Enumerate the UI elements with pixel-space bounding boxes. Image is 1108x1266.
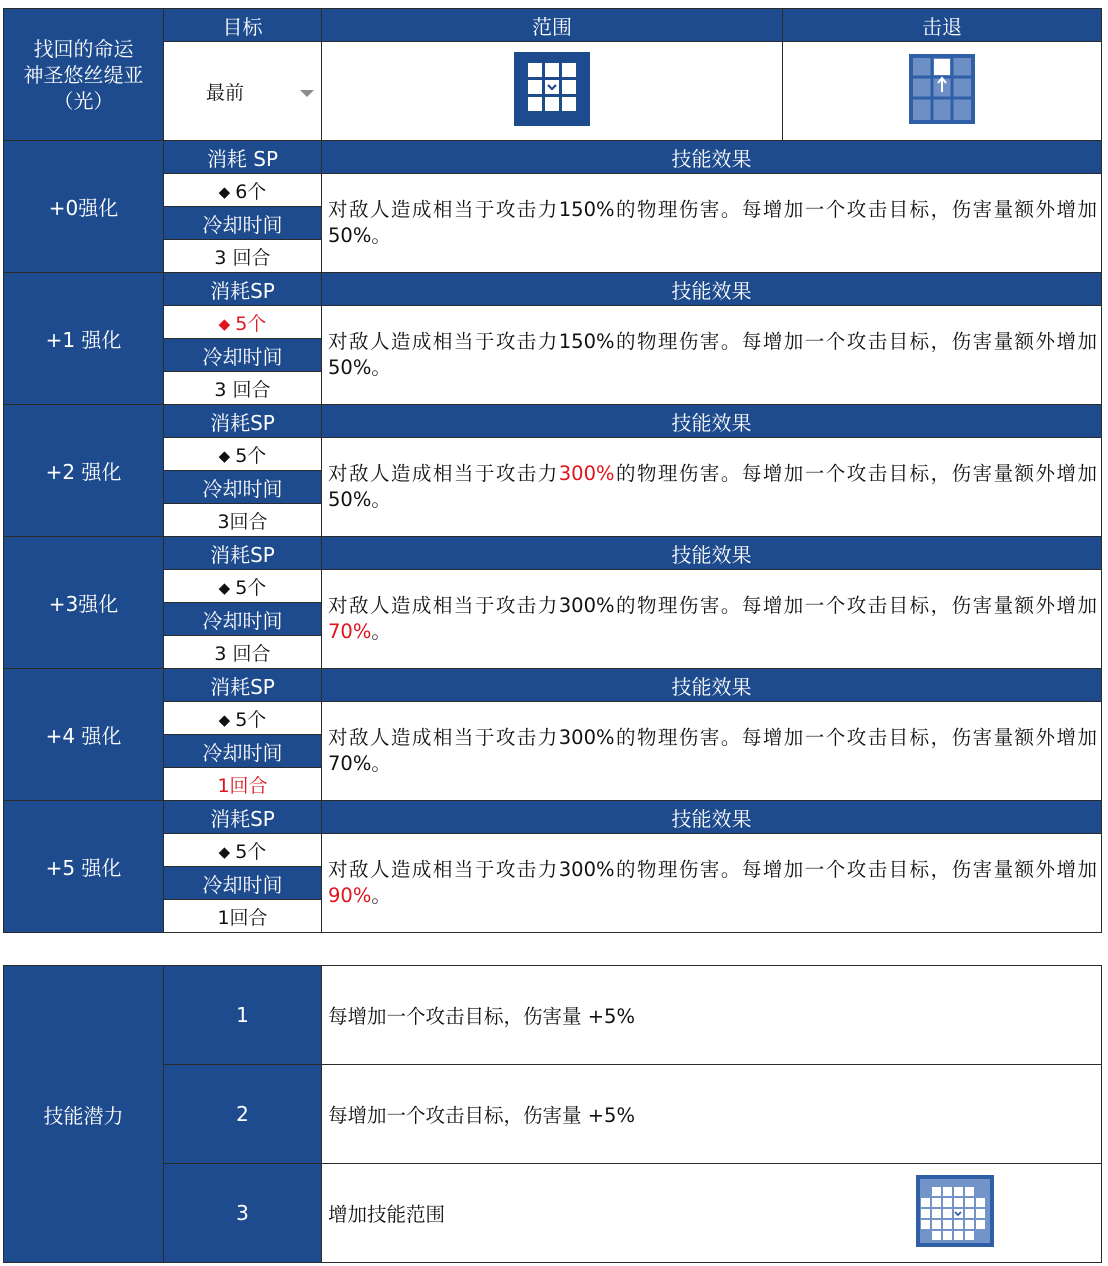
level-label: +0强化: [4, 141, 164, 273]
cooldown-value: 3回合: [164, 504, 322, 537]
effect-bonus: 90%: [328, 884, 372, 907]
skill-table: [3, 8, 1102, 933]
diamond-icon: ◆: [218, 446, 231, 465]
level-label: +5 强化: [4, 801, 164, 933]
sp-value-cell: [164, 702, 322, 735]
effect-damage: 300%: [558, 858, 615, 881]
sp-value: 5个: [235, 576, 267, 599]
potential-table: [3, 965, 1102, 1263]
cooldown-label: 冷却时间: [164, 339, 322, 372]
effect-text: 对敌人造成相当于攻击力150%的物理伤害。每增加一个攻击目标，伤害量额外增加50%。: [322, 174, 1102, 273]
sp-label: 消耗 SP: [164, 141, 322, 174]
effect-text: 对敌人造成相当于攻击力300%的物理伤害。每增加一个攻击目标，伤害量额外增加70%。: [322, 702, 1102, 801]
effect-bonus: 70%: [328, 752, 372, 775]
push-back-arrow-icon: [909, 54, 975, 129]
diamond-icon: ◆: [218, 578, 231, 597]
effect-bonus: 50%: [328, 356, 372, 379]
effect-damage: 150%: [558, 330, 615, 353]
chevron-down-icon[interactable]: [300, 90, 314, 97]
range-cell: [322, 42, 783, 141]
effect-bonus: 50%: [328, 224, 372, 247]
effect-text: 对敌人造成相当于攻击力150%的物理伤害。每增加一个攻击目标，伤害量额外增加50%。: [322, 306, 1102, 405]
sp-value-cell: [164, 306, 322, 339]
sp-value-cell: [164, 570, 322, 603]
sp-value: 5个: [235, 840, 267, 863]
potential-num: 2: [164, 1065, 322, 1164]
grid-5x5-selection-icon: [916, 1175, 994, 1252]
effect-text: 对敌人造成相当于攻击力300%的物理伤害。每增加一个攻击目标，伤害量额外增加90%。: [322, 834, 1102, 933]
skill-name-line1: 找回的命运: [33, 36, 134, 61]
diamond-icon: ◆: [218, 842, 231, 861]
cooldown-value: 1回合: [164, 900, 322, 933]
cooldown-value: 3 回合: [164, 240, 322, 273]
sp-value: 5个: [235, 708, 267, 731]
cooldown-value: 3 回合: [164, 372, 322, 405]
potential-label: 技能潜力: [4, 966, 164, 1263]
target-dropdown-value: 最前: [206, 81, 245, 104]
sp-value: 5个: [235, 444, 267, 467]
potential-num: 1: [164, 966, 322, 1065]
effect-label: 技能效果: [322, 273, 1102, 306]
cooldown-label: 冷却时间: [164, 867, 322, 900]
effect-bonus: 70%: [328, 620, 372, 643]
skill-name-cell: [4, 9, 164, 141]
effect-damage: 300%: [558, 462, 615, 485]
target-header: 目标: [164, 9, 322, 42]
effect-label: 技能效果: [322, 669, 1102, 702]
knockback-header: 击退: [783, 9, 1102, 42]
cooldown-label: 冷却时间: [164, 735, 322, 768]
sp-label: 消耗SP: [164, 405, 322, 438]
effect-damage: 150%: [558, 198, 615, 221]
effect-bonus: 50%: [328, 488, 372, 511]
effect-label: 技能效果: [322, 141, 1102, 174]
effect-text: 对敌人造成相当于攻击力300%的物理伤害。每增加一个攻击目标，伤害量额外增加70%。: [322, 570, 1102, 669]
cooldown-value: 1回合: [164, 768, 322, 801]
sp-label: 消耗SP: [164, 537, 322, 570]
knockback-cell: [783, 42, 1102, 141]
sp-label: 消耗SP: [164, 801, 322, 834]
cooldown-value: 3 回合: [164, 636, 322, 669]
sp-label: 消耗SP: [164, 669, 322, 702]
level-label: +1 强化: [4, 273, 164, 405]
effect-damage: 300%: [558, 594, 615, 617]
level-label: +4 强化: [4, 669, 164, 801]
cooldown-label: 冷却时间: [164, 603, 322, 636]
potential-text: 增加技能范围: [328, 1203, 446, 1226]
effect-label: 技能效果: [322, 405, 1102, 438]
effect-text: 对敌人造成相当于攻击力300%的物理伤害。每增加一个攻击目标，伤害量额外增加50%。: [322, 438, 1102, 537]
sp-value: 6个: [235, 180, 267, 203]
diamond-icon: ◆: [218, 314, 231, 333]
cooldown-label: 冷却时间: [164, 207, 322, 240]
diamond-icon: ◆: [218, 710, 231, 729]
sp-value: 5个: [235, 312, 267, 335]
sp-label: 消耗SP: [164, 273, 322, 306]
effect-label: 技能效果: [322, 801, 1102, 834]
potential-num: 3: [164, 1164, 322, 1263]
skill-name-line3: （光）: [53, 88, 114, 113]
cooldown-label: 冷却时间: [164, 471, 322, 504]
range-header: 范围: [322, 9, 783, 42]
effect-damage: 300%: [558, 726, 615, 749]
potential-text: 每增加一个攻击目标，伤害量 +5%: [322, 966, 1102, 1065]
sp-value-cell: [164, 834, 322, 867]
sp-value-cell: [164, 174, 322, 207]
level-label: +3强化: [4, 537, 164, 669]
potential-text: 每增加一个攻击目标，伤害量 +5%: [322, 1065, 1102, 1164]
skill-name-line2: 神圣悠丝缇亚: [23, 62, 144, 87]
effect-label: 技能效果: [322, 537, 1102, 570]
sp-value-cell: [164, 438, 322, 471]
potential-cell: [322, 1164, 1102, 1263]
grid-3x3-selection-icon: [514, 52, 590, 131]
diamond-icon: ◆: [218, 182, 231, 201]
level-label: +2 强化: [4, 405, 164, 537]
target-dropdown[interactable]: [164, 42, 322, 141]
